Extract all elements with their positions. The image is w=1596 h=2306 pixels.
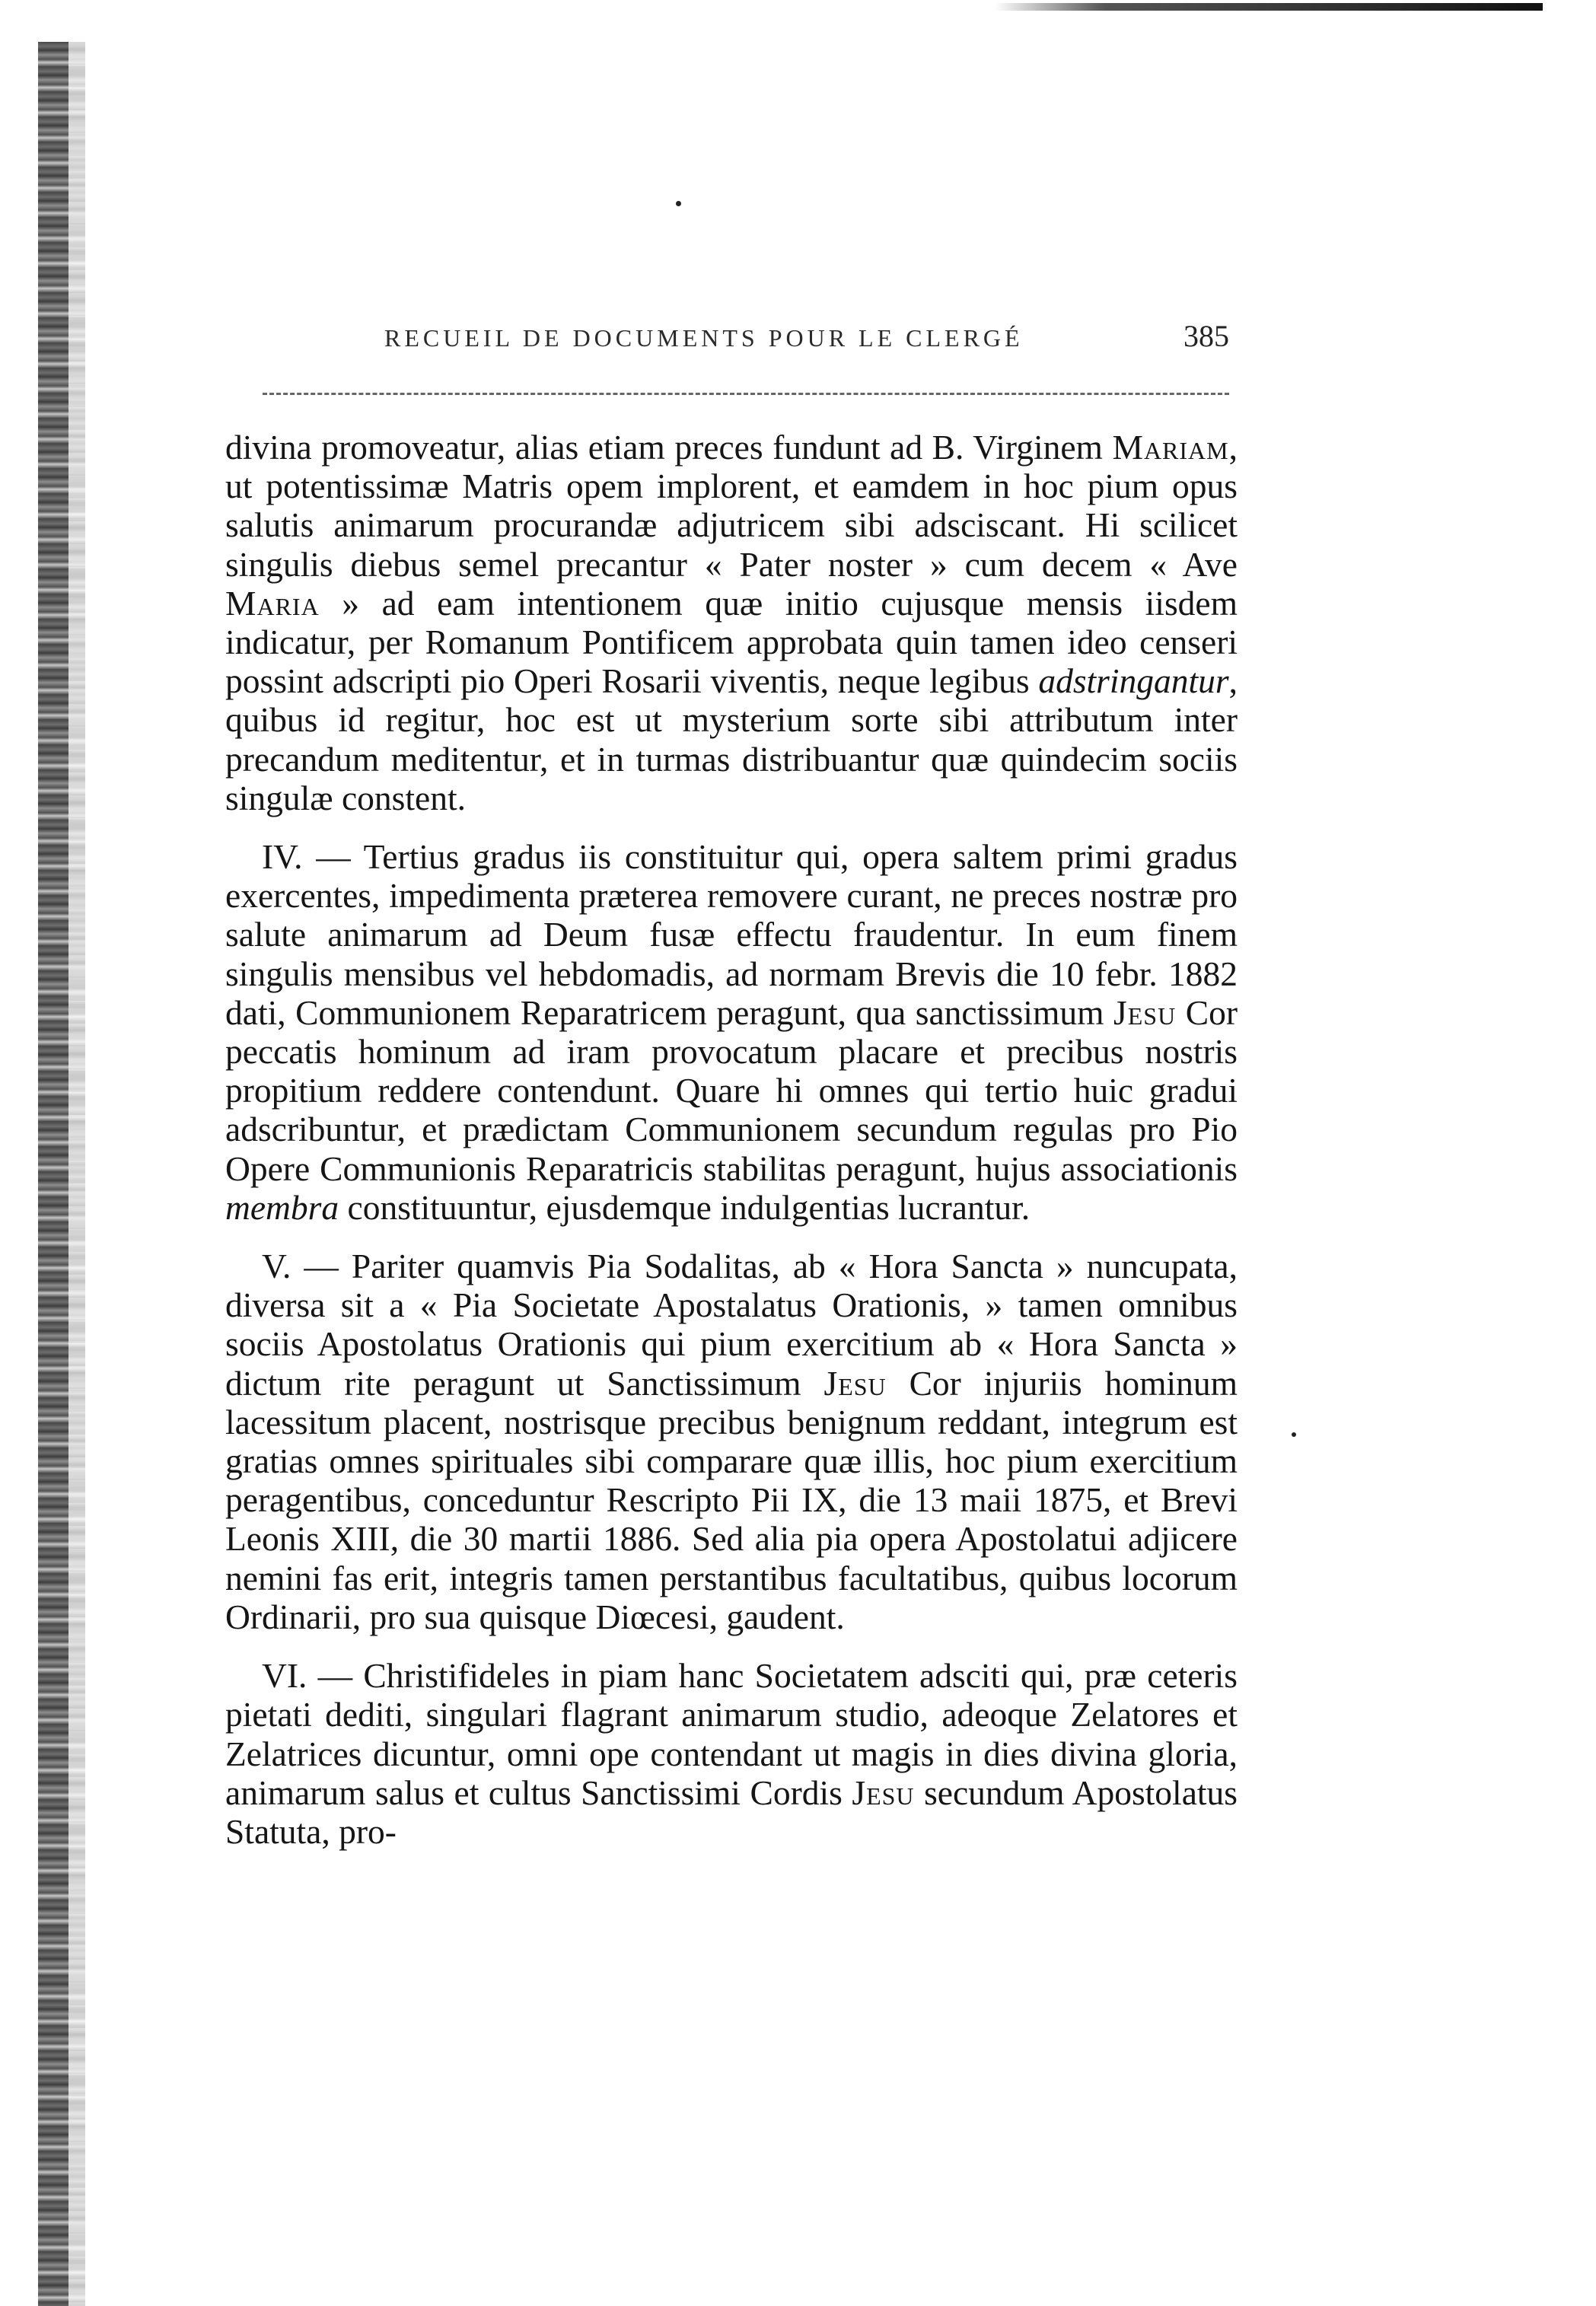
ink-speck: [1292, 1432, 1296, 1437]
small-caps-run: Mariam: [1112, 428, 1229, 467]
small-caps-run: Jesu: [1113, 992, 1177, 1032]
text-run: divina promoveatur, alias etiam preces fundunt ad B. Virginem: [225, 428, 1113, 467]
running-title: RECUEIL DE DOCUMENTS POUR LE CLERGÉ: [384, 324, 1024, 352]
text-run: , quibus id regitur, hoc est ut mysterium sorte sibi attributum inter precandum meditentur, et in turmas distribuantur quæ quindecim sociis singulæ constent.: [225, 661, 1238, 817]
small-caps-run: Jesu: [823, 1363, 887, 1403]
small-caps-run: Maria: [225, 583, 320, 623]
scan-top-rule: [995, 3, 1543, 11]
text-run: Cor injuriis hominum lacessitum placent, nostrisque precibus benignum reddant, integrum est gratias omnes spirituales sibi comparare quæ illis, hoc pium exercitium peragentibus, conceduntur Rescripto Pii IX, die 13 maii 1875, et Brevi Leonis XIII, die 30 martii 1886. Sed alia pia opera Apostolatui adjicere nemini fas erit, integris tamen perstantibus facultatibus, quibus locorum Ordinarii, pro sua quisque Diœcesi, gaudent.: [225, 1363, 1238, 1636]
paragraph-section-v: [225, 1247, 1238, 1636]
page-number: 385: [1183, 319, 1229, 353]
header-rule: [263, 393, 1229, 395]
text-run: V. — Pariter quamvis Pia Sodalitas, ab « Hora Sancta » nuncupata, diversa sit a « Pia Societate Apostalatus Orationis, » tamen omnibus sociis Apostolatus Orationis qui pium exercitium ab « Hora Sancta » dictum rite peragunt ut Sanctissimum: [225, 1247, 1238, 1403]
paragraph-section-vi: [225, 1656, 1238, 1851]
italic-run: adstringantur: [1038, 661, 1229, 701]
paragraph-continuation: [225, 428, 1238, 817]
ink-speck: [676, 201, 681, 206]
text-run: VI. — Christifideles in piam hanc Societatem adsciti qui, præ ceteris pietati dediti, singulari flagrant animarum studio, adeoque Zelatores et Zelatrices dicuntur, omni ope contendant ut magis in dies divina gloria, animarum salus et cultus Sanctissimi Cordis: [225, 1656, 1238, 1812]
body-text: [225, 428, 1238, 1851]
text-run: » ad eam intentionem quæ initio cujusque mensis iisdem indicatur, per Romanum Pontificem approbata quin tamen ideo censeri possint adscripti pio Operi Rosarii viventis, neque legibus: [225, 583, 1238, 701]
text-run: Cor peccatis hominum ad iram provocatum placare et precibus nostris propitium reddere contendunt. Quare hi omnes qui tertio huic gradui adscribuntur, et prædictam Communionem secundum regulas pro Pio Opere Communionis Reparatricis stabilitas peragunt, hujus associationis: [225, 992, 1238, 1188]
book-binding-edge: [38, 42, 85, 2306]
text-run: secundum Apostolatus Statuta, pro-: [225, 1772, 1238, 1851]
paragraph-section-iv: [225, 837, 1238, 1227]
text-run: constituuntur, ejusdemque indulgentias lucrantur.: [339, 1187, 1031, 1227]
italic-run: membra: [225, 1187, 339, 1227]
text-run: , ut potentissimæ Matris opem implorent, et eamdem in hoc pium opus salutis animarum procurandæ adjutricem sibi adsciscant. Hi scilicet singulis diebus semel precantur « Pater noster » cum decem « Ave: [225, 428, 1238, 584]
small-caps-run: Jesu: [852, 1772, 915, 1812]
text-run: IV. — Tertius gradus iis constituitur qui, opera saltem primi gradus exercentes, impedimenta præterea removere curant, ne preces nostræ pro salute animarum ad Deum fusæ effectu fraudentur. In eum finem singulis mensibus vel hebdomadis, ad normam Brevis die 10 febr. 1882 dati, Communionem Reparatricem peragunt, qua sanctissimum: [225, 837, 1238, 1032]
running-header: [384, 318, 1229, 356]
